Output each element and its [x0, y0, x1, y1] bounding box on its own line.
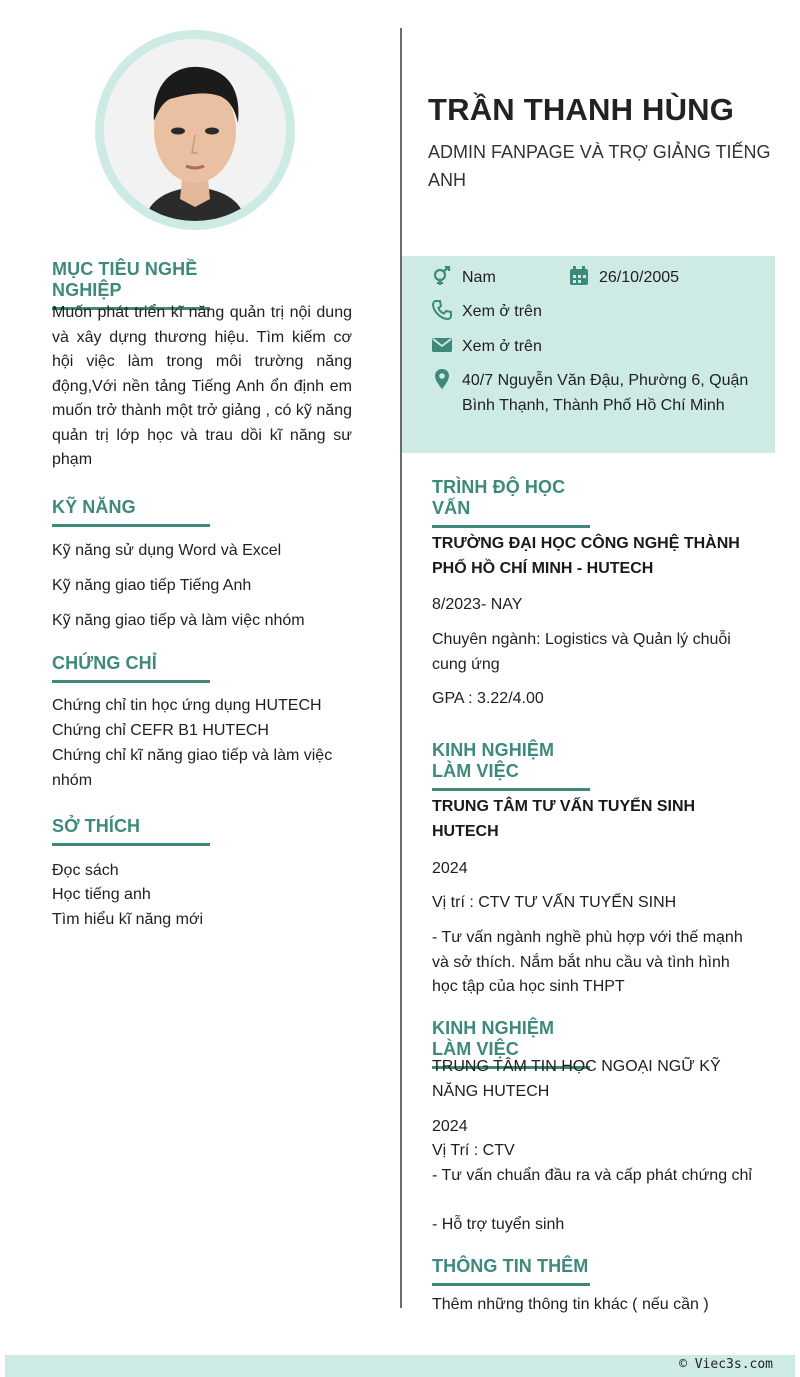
avatar: [95, 30, 295, 230]
experience-company: TRUNG TÂM TƯ VẤN TUYỂN SINH HUTECH: [432, 798, 696, 840]
contact-panel: [402, 256, 775, 453]
experience-duty: - Hỗ trợ tuyển sinh: [432, 1216, 565, 1233]
birthday-value: 26/10/2005: [599, 269, 680, 286]
additional-text: Thêm những thông tin khác ( nếu cần ): [432, 1296, 709, 1313]
experience-position: Vị trí : CTV TƯ VẤN TUYỂN SINH: [432, 894, 677, 911]
experience-title: KINH NGHIỆM LÀM VIỆC: [432, 1018, 590, 1069]
certificates-title: CHỨNG CHỈ: [52, 653, 210, 683]
objective-text: Muốn phát triển kĩ năng quản trị nội dung và xây dựng thương hiệu. Tìm kiếm cơ hội việc làm trong môi trường năng động,Với nền tảng Tiếng Anh ổn định em muốn trở thành một trở giảng , có kỹ năng quản trị lớp học và trau dồi kĩ năng sư phạm: [52, 304, 352, 468]
email-value: Xem ở trên: [462, 338, 542, 355]
address-value: 40/7 Nguyễn Văn Đậu, Phường 6, Quận Bình Thạnh, Thành Phố Hồ Chí Minh: [462, 372, 749, 414]
experience-year: 2024: [432, 860, 468, 877]
gender-value: Nam: [462, 269, 496, 286]
hobbies-title: SỞ THÍCH: [52, 816, 210, 846]
hobby-item: Đọc sách: [52, 862, 119, 879]
column-divider: [400, 28, 402, 1308]
candidate-role: ADMIN FANPAGE VÀ TRỢ GIẢNG TIẾNG ANH: [428, 142, 771, 190]
education-major: Chuyên ngành: Logistics và Quản lý chuỗi cung ứng: [432, 631, 731, 673]
phone-icon: [432, 300, 452, 320]
skill-item: Kỹ năng giao tiếp và làm việc nhóm: [52, 612, 305, 629]
experience-year: 2024: [432, 1118, 468, 1135]
email-icon: [432, 335, 452, 355]
education-title: TRÌNH ĐỘ HỌC VẤN: [432, 477, 590, 528]
education-gpa: GPA : 3.22/4.00: [432, 690, 544, 707]
calendar-icon: [569, 266, 589, 286]
hobby-item: Học tiếng anh: [52, 886, 151, 903]
profile-photo: [104, 39, 286, 221]
education-period: 8/2023- NAY: [432, 596, 523, 613]
experience-duty: - Tư vấn chuẩn đầu ra và cấp phát chứng chỉ: [432, 1167, 752, 1184]
phone-value: Xem ở trên: [462, 303, 542, 320]
additional-title: THÔNG TIN THÊM: [432, 1256, 590, 1286]
objective-title: MỤC TIÊU NGHỀ NGHIỆP: [52, 259, 210, 310]
footer-bar: [5, 1355, 795, 1377]
experience-title: KINH NGHIỆM LÀM VIỆC: [432, 740, 590, 791]
certificate-item: Chứng chỉ tin học ứng dụng HUTECH: [52, 697, 322, 714]
experience-position: Vị Trí : CTV: [432, 1142, 515, 1159]
experience-company: TRUNG TÂM TIN HỌC NGOẠI NGỮ KỸ NĂNG HUTECH: [432, 1058, 721, 1100]
skill-item: Kỹ năng sử dụng Word và Excel: [52, 542, 282, 559]
location-icon: [432, 369, 452, 389]
footer-credit: © Viec3s.com: [679, 1357, 773, 1372]
experience-description: - Tư vấn ngành nghề phù hợp với thế mạnh và sở thích. Nắm bắt nhu cầu và tình hình học tập của học sinh THPT: [432, 929, 743, 995]
candidate-name: TRẦN THANH HÙNG: [428, 92, 735, 127]
certificate-item: Chứng chỉ CEFR B1 HUTECH: [52, 722, 269, 739]
skills-title: KỸ NĂNG: [52, 497, 210, 527]
certificate-item: Chứng chỉ kĩ năng giao tiếp và làm việc nhóm: [52, 747, 333, 789]
skill-item: Kỹ năng giao tiếp Tiếng Anh: [52, 577, 252, 594]
hobby-item: Tìm hiểu kĩ năng mới: [52, 911, 203, 928]
education-school: TRƯỜNG ĐẠI HỌC CÔNG NGHỆ THÀNH PHỐ HỒ CHÍ MINH - HUTECH: [432, 535, 740, 577]
gender-icon: [432, 266, 452, 286]
